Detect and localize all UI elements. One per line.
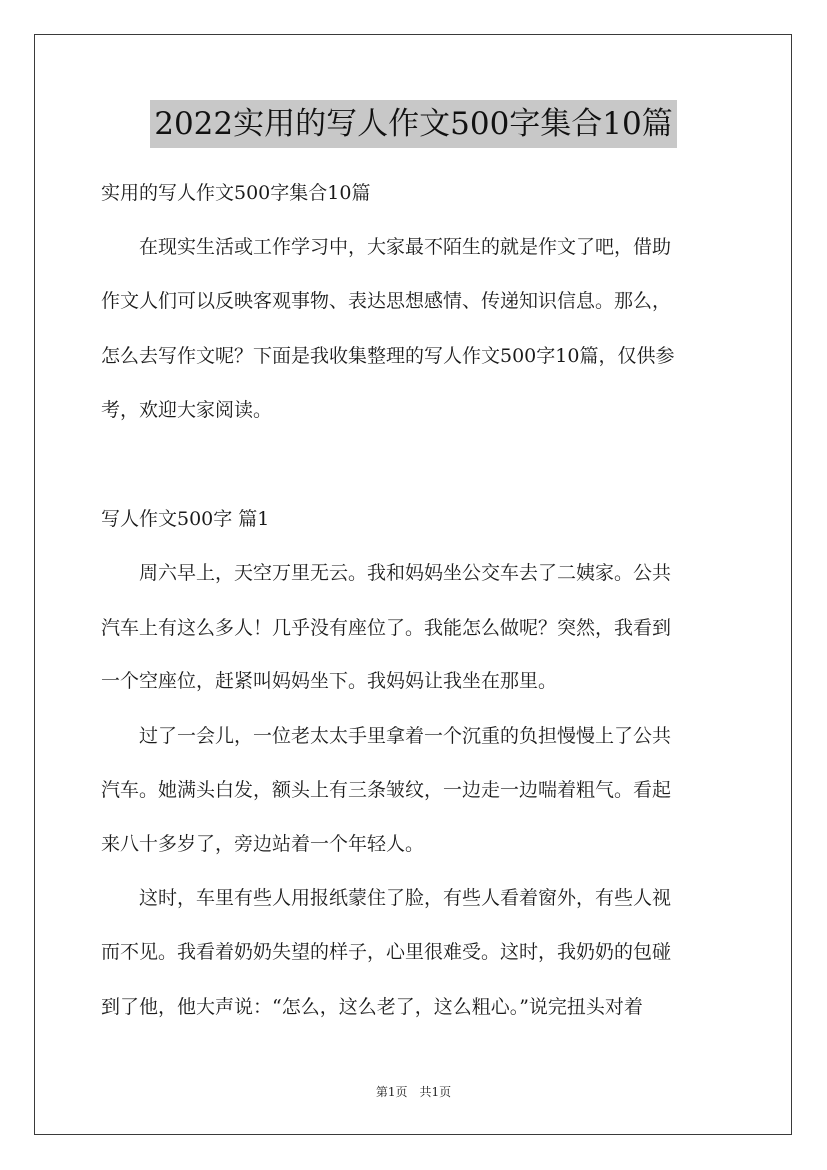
paragraph-line: 而不见。我看着奶奶失望的样子，心里很难受。这时，我奶奶的包碰 — [101, 941, 672, 963]
paragraph-line: 汽车。她满头白发，额头上有三条皱纹，一边走一边喘着粗气。看起 — [101, 779, 672, 801]
paragraph-line: 一个空座位，赶紧叫妈妈坐下。我妈妈让我坐在那里。 — [101, 670, 558, 692]
paragraph-line: 这时，车里有些人用报纸蒙住了脸，有些人看着窗外，有些人视 — [101, 887, 672, 909]
title-container — [0, 100, 827, 148]
paragraph-line: 周六早上，天空万里无云。我和妈妈坐公交车去了二姨家。公共 — [101, 562, 672, 584]
paragraph-line: 怎么去写作文呢？下面是我收集整理的写人作文500字10篇，仅供参 — [101, 345, 675, 367]
paragraph-line: 作文人们可以反映客观事物、表达思想感情、传递知识信息。那么， — [101, 290, 672, 312]
section-heading: 写人作文500字 篇1 — [101, 508, 270, 530]
document-title: 2022实用的写人作文500字集合10篇 — [150, 100, 677, 148]
page-footer: 第1页 共1页 — [375, 1085, 452, 1099]
paragraph-line: 汽车上有这么多人！几乎没有座位了。我能怎么做呢？突然，我看到 — [101, 617, 672, 639]
paragraph-line: 来八十多岁了，旁边站着一个年轻人。 — [101, 833, 425, 855]
subtitle-line: 实用的写人作文500字集合10篇 — [101, 182, 371, 204]
paragraph-line: 在现实生活或工作学习中，大家最不陌生的就是作文了吧，借助 — [101, 236, 672, 258]
paragraph-line: 过了一会儿，一位老太太手里拿着一个沉重的负担慢慢上了公共 — [101, 725, 672, 747]
paragraph-line: 考，欢迎大家阅读。 — [101, 399, 273, 421]
paragraph-line: 到了他，他大声说：“怎么，这么老了，这么粗心。”说完扭头对着 — [101, 996, 643, 1018]
